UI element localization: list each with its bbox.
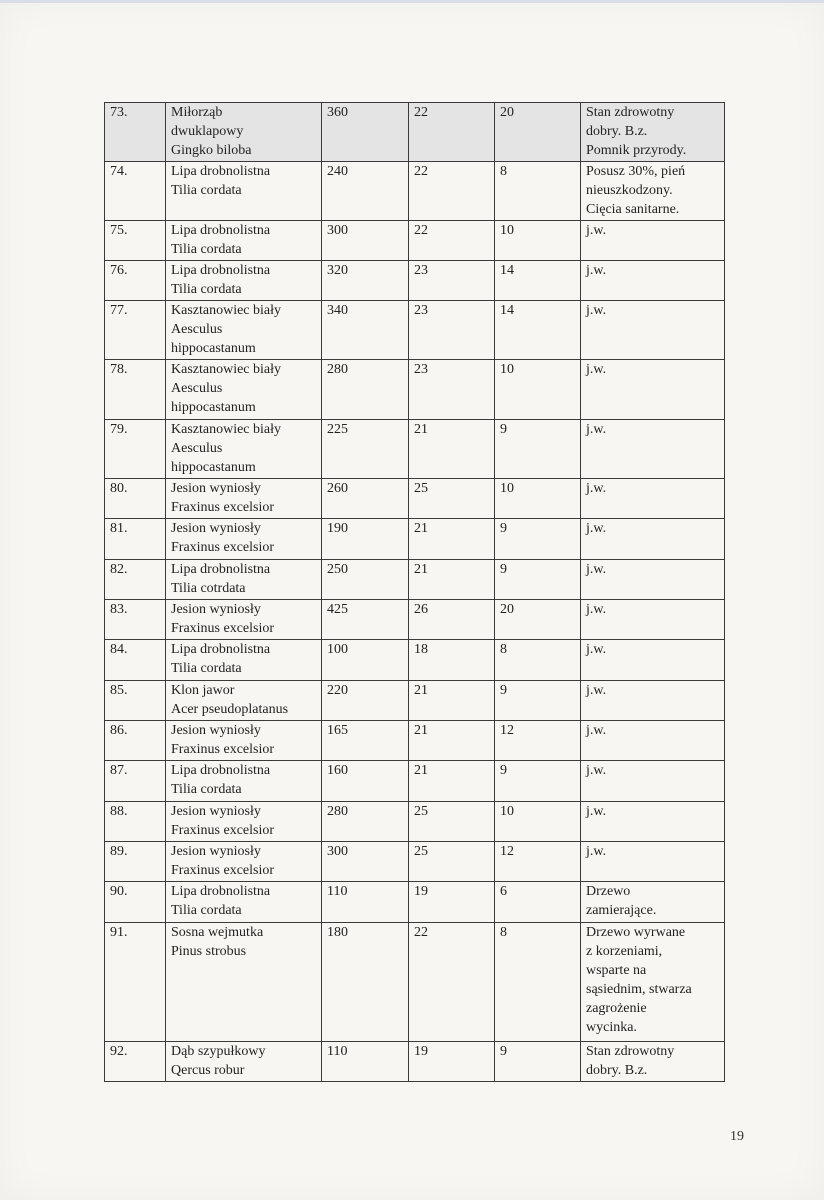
notes-cell xyxy=(581,162,725,221)
scan-top-edge xyxy=(0,0,824,3)
species-name-line: hippocastanum xyxy=(171,341,256,356)
page-number: 19 xyxy=(730,1129,744,1144)
circumference-cell: 160 xyxy=(322,761,409,802)
notes-line: dobry. B.z. xyxy=(586,1063,648,1078)
circumference-cell: 225 xyxy=(322,420,409,479)
height-cell: 18 xyxy=(409,640,495,681)
circumference-cell: 260 xyxy=(322,479,409,519)
notes-cell xyxy=(581,681,725,721)
crown-cell: 10 xyxy=(495,221,581,261)
species-name-line: Jesion wyniosły xyxy=(171,723,261,738)
table-row xyxy=(105,681,725,721)
height-cell: 25 xyxy=(409,842,495,882)
row-number-cell: 78. xyxy=(105,360,166,420)
table-row xyxy=(105,721,725,761)
species-name-line: Jesion wyniosły xyxy=(171,844,261,859)
species-name-line: Jesion wyniosły xyxy=(171,602,261,617)
row-number-cell: 75. xyxy=(105,221,166,261)
row-number-cell: 80. xyxy=(105,479,166,519)
notes-line: Drzewo wyrwane xyxy=(586,925,686,940)
row-number-cell: 92. xyxy=(105,1042,166,1082)
crown-cell: 8 xyxy=(495,162,581,221)
table-row xyxy=(105,519,725,560)
table-row xyxy=(105,842,725,882)
species-name-line: Tilia cordata xyxy=(171,661,242,676)
circumference-cell: 280 xyxy=(322,802,409,842)
species-name-cell xyxy=(166,221,322,261)
species-name-cell xyxy=(166,301,322,360)
table-body xyxy=(105,103,725,1082)
height-cell: 22 xyxy=(409,162,495,221)
species-name-cell xyxy=(166,519,322,560)
notes-line: Drzewo xyxy=(586,884,631,899)
notes-line: j.w. xyxy=(586,303,607,318)
species-name-line: Lipa drobnolistna xyxy=(171,263,271,278)
crown-cell: 6 xyxy=(495,882,581,923)
species-name-line: Aesculus xyxy=(171,381,223,396)
circumference-cell: 220 xyxy=(322,681,409,721)
row-number-cell: 73. xyxy=(105,103,166,162)
species-name-cell xyxy=(166,1042,322,1082)
species-name-line: Lipa drobnolistna xyxy=(171,562,271,577)
height-cell: 23 xyxy=(409,301,495,360)
notes-line: zamierające. xyxy=(586,903,657,918)
crown-cell: 10 xyxy=(495,802,581,842)
species-name-line: Aesculus xyxy=(171,441,223,456)
notes-cell xyxy=(581,1042,725,1082)
height-cell: 21 xyxy=(409,519,495,560)
circumference-cell: 300 xyxy=(322,842,409,882)
height-cell: 22 xyxy=(409,103,495,162)
height-cell: 19 xyxy=(409,1042,495,1082)
row-number-cell: 91. xyxy=(105,923,166,1042)
species-name-cell xyxy=(166,103,322,162)
species-name-line: Lipa drobnolistna xyxy=(171,884,271,899)
species-name-line: Kasztanowiec biały xyxy=(171,422,282,437)
table-row xyxy=(105,479,725,519)
table-row xyxy=(105,162,725,221)
notes-line: Stan zdrowotny xyxy=(586,1044,675,1059)
notes-line: Cięcia sanitarne. xyxy=(586,202,680,217)
species-name-line: Sosna wejmutka xyxy=(171,925,264,940)
notes-cell xyxy=(581,301,725,360)
notes-cell xyxy=(581,360,725,420)
circumference-cell: 110 xyxy=(322,882,409,923)
species-name-line: Lipa drobnolistna xyxy=(171,223,271,238)
species-name-line: Jesion wyniosły xyxy=(171,521,261,536)
crown-cell: 14 xyxy=(495,301,581,360)
height-cell: 21 xyxy=(409,721,495,761)
notes-cell xyxy=(581,761,725,802)
species-name-cell xyxy=(166,721,322,761)
species-name-line: Pinus strobus xyxy=(171,944,247,959)
species-name-cell xyxy=(166,479,322,519)
notes-line: j.w. xyxy=(586,223,607,238)
circumference-cell: 180 xyxy=(322,923,409,1042)
species-name-cell xyxy=(166,420,322,479)
species-name-line: Gingko biloba xyxy=(171,143,252,158)
circumference-cell: 300 xyxy=(322,221,409,261)
notes-line: j.w. xyxy=(586,844,607,859)
crown-cell: 9 xyxy=(495,1042,581,1082)
notes-line: nieuszkodzony. xyxy=(586,183,673,198)
table-row xyxy=(105,882,725,923)
species-name-line: Tilia cordata xyxy=(171,242,242,257)
circumference-cell: 320 xyxy=(322,261,409,301)
crown-cell: 9 xyxy=(495,420,581,479)
row-number-cell: 88. xyxy=(105,802,166,842)
table-row xyxy=(105,640,725,681)
crown-cell: 9 xyxy=(495,519,581,560)
species-name-cell xyxy=(166,761,322,802)
notes-line: j.w. xyxy=(586,683,607,698)
row-number-cell: 89. xyxy=(105,842,166,882)
circumference-cell: 280 xyxy=(322,360,409,420)
species-name-line: hippocastanum xyxy=(171,400,256,415)
crown-cell: 8 xyxy=(495,640,581,681)
crown-cell: 12 xyxy=(495,842,581,882)
notes-line: j.w. xyxy=(586,723,607,738)
height-cell: 21 xyxy=(409,761,495,802)
table-row xyxy=(105,360,725,420)
circumference-cell: 360 xyxy=(322,103,409,162)
height-cell: 21 xyxy=(409,420,495,479)
notes-line: j.w. xyxy=(586,763,607,778)
species-name-line: Tilia cordata xyxy=(171,782,242,797)
row-number-cell: 82. xyxy=(105,560,166,600)
table-row xyxy=(105,802,725,842)
notes-line: zagrożenie xyxy=(586,1001,647,1016)
table-row xyxy=(105,261,725,301)
species-name-line: Tilia cordata xyxy=(171,183,242,198)
notes-line: Pomnik przyrody. xyxy=(586,143,687,158)
crown-cell: 20 xyxy=(495,103,581,162)
crown-cell: 9 xyxy=(495,560,581,600)
circumference-cell: 340 xyxy=(322,301,409,360)
crown-cell: 9 xyxy=(495,761,581,802)
notes-line: j.w. xyxy=(586,521,607,536)
height-cell: 26 xyxy=(409,600,495,640)
notes-cell xyxy=(581,519,725,560)
tree-inventory-table xyxy=(104,102,725,1082)
notes-cell xyxy=(581,923,725,1042)
table-row xyxy=(105,1042,725,1082)
crown-cell: 8 xyxy=(495,923,581,1042)
species-name-cell xyxy=(166,882,322,923)
notes-line: wycinka. xyxy=(586,1020,637,1035)
notes-cell xyxy=(581,261,725,301)
notes-line: Posusz 30%, pień xyxy=(586,164,686,179)
species-name-line: Fraxinus excelsior xyxy=(171,621,275,636)
notes-line: j.w. xyxy=(586,263,607,278)
crown-cell: 9 xyxy=(495,681,581,721)
crown-cell: 12 xyxy=(495,721,581,761)
notes-line: z korzeniami, xyxy=(586,944,663,959)
height-cell: 21 xyxy=(409,681,495,721)
notes-cell xyxy=(581,802,725,842)
species-name-line: Klon jawor xyxy=(171,683,235,698)
circumference-cell: 100 xyxy=(322,640,409,681)
circumference-cell: 425 xyxy=(322,600,409,640)
height-cell: 23 xyxy=(409,261,495,301)
circumference-cell: 110 xyxy=(322,1042,409,1082)
row-number-cell: 74. xyxy=(105,162,166,221)
height-cell: 19 xyxy=(409,882,495,923)
height-cell: 25 xyxy=(409,479,495,519)
circumference-cell: 250 xyxy=(322,560,409,600)
species-name-line: Tilia cordata xyxy=(171,282,242,297)
row-number-cell: 86. xyxy=(105,721,166,761)
species-name-line: Lipa drobnolistna xyxy=(171,642,271,657)
notes-line: j.w. xyxy=(586,602,607,617)
notes-line: j.w. xyxy=(586,642,607,657)
table-row xyxy=(105,761,725,802)
notes-cell xyxy=(581,420,725,479)
species-name-line: Dąb szypułkowy xyxy=(171,1044,266,1059)
species-name-line: Jesion wyniosły xyxy=(171,481,261,496)
table-row xyxy=(105,420,725,479)
row-number-cell: 79. xyxy=(105,420,166,479)
species-name-line: Fraxinus excelsior xyxy=(171,823,275,838)
row-number-cell: 76. xyxy=(105,261,166,301)
notes-line: j.w. xyxy=(586,804,607,819)
notes-line: j.w. xyxy=(586,422,607,437)
species-name-line: Fraxinus excelsior xyxy=(171,540,275,555)
height-cell: 25 xyxy=(409,802,495,842)
circumference-cell: 190 xyxy=(322,519,409,560)
species-name-line: Miłorząb xyxy=(171,105,223,120)
row-number-cell: 84. xyxy=(105,640,166,681)
row-number-cell: 85. xyxy=(105,681,166,721)
notes-line: j.w. xyxy=(586,481,607,496)
species-name-line: Aesculus xyxy=(171,322,223,337)
species-name-line: dwuklapowy xyxy=(171,124,244,139)
species-name-line: Tilia cordata xyxy=(171,903,242,918)
notes-line: sąsiednim, stwarza xyxy=(586,982,692,997)
species-name-cell xyxy=(166,842,322,882)
height-cell: 22 xyxy=(409,923,495,1042)
table-row xyxy=(105,301,725,360)
species-name-cell xyxy=(166,261,322,301)
crown-cell: 14 xyxy=(495,261,581,301)
table-row xyxy=(105,923,725,1042)
row-number-cell: 87. xyxy=(105,761,166,802)
table-row xyxy=(105,600,725,640)
species-name-cell xyxy=(166,360,322,420)
notes-cell xyxy=(581,103,725,162)
species-name-cell xyxy=(166,802,322,842)
species-name-cell xyxy=(166,681,322,721)
species-name-line: Acer pseudoplatanus xyxy=(171,702,289,717)
species-name-line: hippocastanum xyxy=(171,460,256,475)
row-number-cell: 81. xyxy=(105,519,166,560)
notes-line: wsparte na xyxy=(586,963,647,978)
species-name-line: Kasztanowiec biały xyxy=(171,362,282,377)
species-name-line: Fraxinus excelsior xyxy=(171,863,275,878)
row-number-cell: 90. xyxy=(105,882,166,923)
circumference-cell: 240 xyxy=(322,162,409,221)
circumference-cell: 165 xyxy=(322,721,409,761)
notes-cell xyxy=(581,560,725,600)
notes-cell xyxy=(581,221,725,261)
species-name-line: Jesion wyniosły xyxy=(171,804,261,819)
notes-cell xyxy=(581,600,725,640)
height-cell: 22 xyxy=(409,221,495,261)
row-number-cell: 77. xyxy=(105,301,166,360)
notes-line: dobry. B.z. xyxy=(586,124,648,139)
notes-cell xyxy=(581,479,725,519)
notes-line: Stan zdrowotny xyxy=(586,105,675,120)
species-name-cell xyxy=(166,923,322,1042)
species-name-cell xyxy=(166,600,322,640)
table-row xyxy=(105,221,725,261)
species-name-line: Kasztanowiec biały xyxy=(171,303,282,318)
table-row xyxy=(105,103,725,162)
species-name-line: Tilia cotrdata xyxy=(171,581,246,596)
notes-line: j.w. xyxy=(586,362,607,377)
notes-cell xyxy=(581,882,725,923)
notes-cell xyxy=(581,842,725,882)
species-name-cell xyxy=(166,640,322,681)
crown-cell: 20 xyxy=(495,600,581,640)
height-cell: 23 xyxy=(409,360,495,420)
notes-cell xyxy=(581,640,725,681)
species-name-line: Qercus robur xyxy=(171,1063,245,1078)
notes-line: j.w. xyxy=(586,562,607,577)
species-name-line: Fraxinus excelsior xyxy=(171,500,275,515)
species-name-cell xyxy=(166,560,322,600)
species-name-line: Lipa drobnolistna xyxy=(171,164,271,179)
table-row xyxy=(105,560,725,600)
crown-cell: 10 xyxy=(495,479,581,519)
notes-cell xyxy=(581,721,725,761)
crown-cell: 10 xyxy=(495,360,581,420)
species-name-line: Lipa drobnolistna xyxy=(171,763,271,778)
species-name-line: Fraxinus excelsior xyxy=(171,742,275,757)
species-name-cell xyxy=(166,162,322,221)
height-cell: 21 xyxy=(409,560,495,600)
row-number-cell: 83. xyxy=(105,600,166,640)
